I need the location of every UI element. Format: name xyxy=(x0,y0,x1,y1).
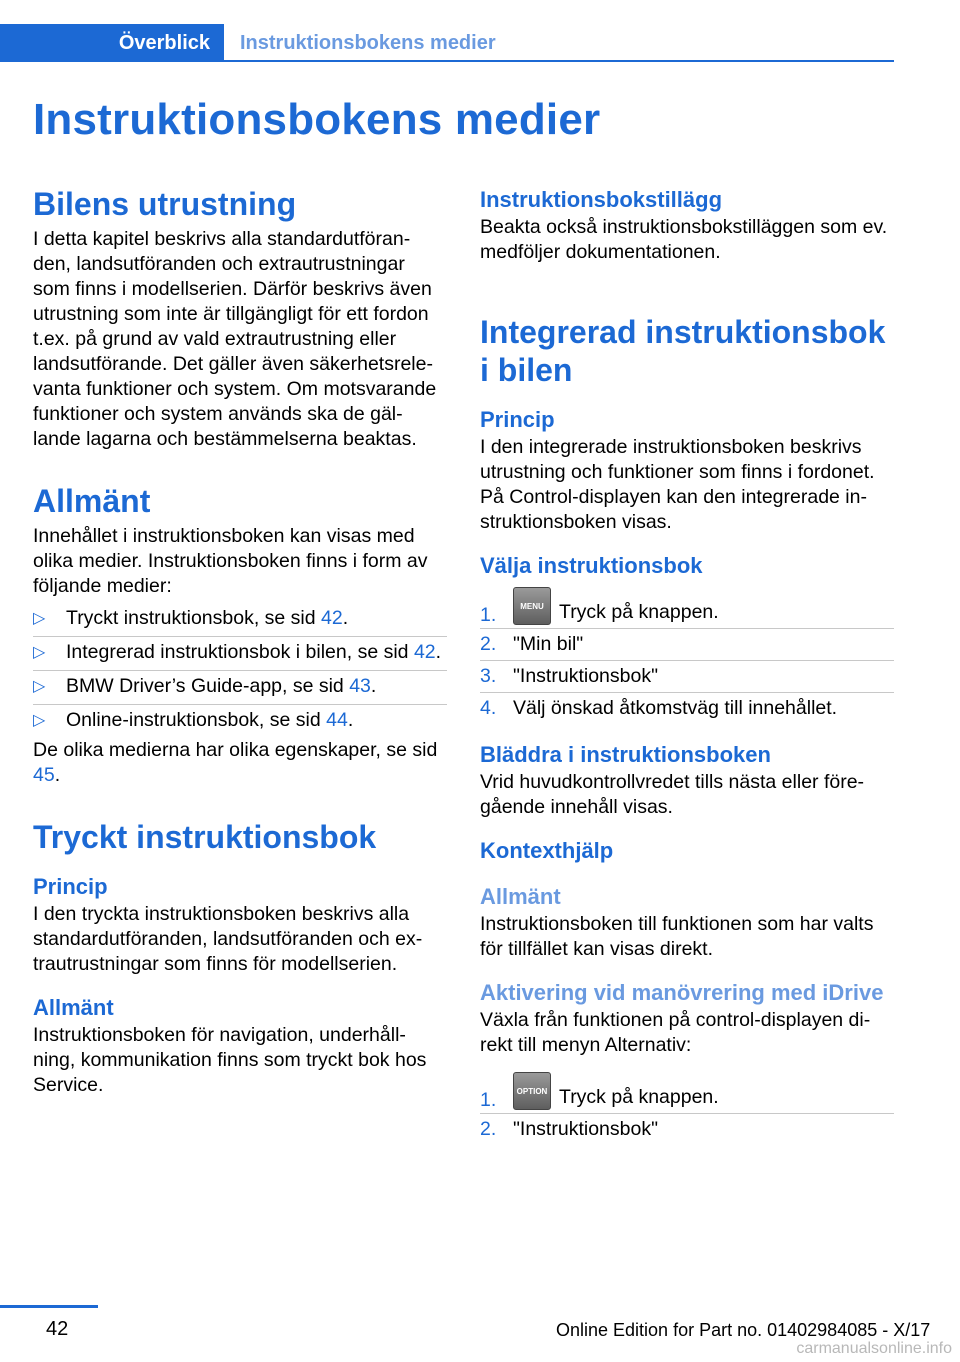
edition-text: Online Edition for Part no. 01402984085 - X/17 xyxy=(556,1320,931,1340)
step-text: "Instruktionsbok" xyxy=(513,1118,658,1140)
media-list xyxy=(33,603,447,738)
paragraph-allmant: Innehållet i instruktionsboken kan visas med olika medier. Instruktionsboken finns i form av följande medier: xyxy=(33,525,428,597)
subheading-aktivering-idrive: Aktivering vid manövrering med iDrive xyxy=(480,980,884,1005)
triangle-bullet-icon: ▷ xyxy=(33,644,46,661)
list-item xyxy=(480,1072,894,1114)
paragraph-tillagg: Beakta också instruktionsbokstilläggen som ev. medföljer dokumentationen. xyxy=(480,216,888,263)
step-number: 3. xyxy=(480,665,497,687)
step-number: 4. xyxy=(480,697,497,719)
triangle-bullet-icon: ▷ xyxy=(33,610,46,627)
triangle-bullet-icon: ▷ xyxy=(33,712,46,729)
list-item xyxy=(33,603,447,637)
heading-integrerad-instruktionsbok: Integrerad instruktionsbok i bilen xyxy=(480,314,886,388)
paragraph-aktivering: Växla från funktionen på control-displayen di-rekt till menyn Alternativ: xyxy=(480,1009,871,1056)
list-item xyxy=(480,629,894,661)
heading-tryckt-instruktionsbok: Tryckt instruktionsbok xyxy=(33,819,377,855)
paragraph-princip: I den tryckta instruktionsboken beskrivs alla standardutföranden, landsutföranden och ex-trautrustningar som finns för modellserien. xyxy=(33,903,423,975)
list-item-end: . xyxy=(342,607,349,629)
page-link[interactable]: 44 xyxy=(326,709,348,731)
subheading-instruktionsbokstillagg: Instruktionsbokstillägg xyxy=(480,187,723,212)
steps-valja xyxy=(480,587,894,724)
list-item-text: Online-instruktionsbok, se sid xyxy=(66,709,327,731)
step-text: Tryck på knappen. xyxy=(559,1086,719,1108)
header-bar xyxy=(0,24,894,62)
paragraph-text: De olika medierna har olika egenskaper, se sid xyxy=(33,739,438,761)
steps-aktivering xyxy=(480,1072,894,1145)
subheading-princip: Princip xyxy=(480,407,555,432)
footer-divider xyxy=(0,1305,98,1308)
page-link[interactable]: 43 xyxy=(349,675,371,697)
paragraph-kontext: Instruktionsboken till funktionen som har valts för tillfället kan visas direkt. xyxy=(480,913,874,960)
left-column xyxy=(33,185,447,1098)
heading-bilens-utrustning: Bilens utrustning xyxy=(33,186,297,222)
step-text: Välj önskad åtkomstväg till innehållet. xyxy=(513,697,838,719)
paragraph-bladdra: Vrid huvudkontrollvredet tills nästa eller före-gående innehåll visas. xyxy=(480,771,865,818)
list-item xyxy=(33,671,447,705)
menu-button-icon: MENU xyxy=(513,587,551,625)
page-link[interactable]: 42 xyxy=(413,641,436,663)
paragraph-allmant-tryckt: Instruktionsboken för navigation, underhåll-ning, kommunikation finns som tryckt bok hos Service. xyxy=(33,1024,427,1096)
list-item xyxy=(480,693,894,724)
step-number: 2. xyxy=(480,1118,497,1140)
list-item xyxy=(480,587,894,629)
step-number: 2. xyxy=(480,633,497,655)
list-item-text: BMW Driver’s Guide-app, se sid xyxy=(66,675,350,697)
header-divider xyxy=(224,60,894,62)
paragraph-princip-integrerad: I den integrerade instruktionsboken beskrivs utrustning och funktioner som finns i fordonet. På Control-displayen kan den integrerade in-struktionsboken visas. xyxy=(480,436,875,533)
subheading-kontexthjalp: Kontexthjälp xyxy=(480,838,614,863)
right-column xyxy=(480,185,894,1145)
paragraph-end: . xyxy=(54,764,61,786)
list-item-end: . xyxy=(370,675,377,697)
tab-overview[interactable]: Överblick xyxy=(0,24,224,62)
heading-allmant: Allmänt xyxy=(33,483,151,519)
step-text: "Instruktionsbok" xyxy=(513,665,658,687)
page-link[interactable]: 45 xyxy=(33,764,55,786)
list-item-end: . xyxy=(435,641,442,663)
step-text: "Min bil" xyxy=(513,633,584,655)
list-item xyxy=(480,661,894,693)
subheading-allmant: Allmänt xyxy=(33,995,114,1020)
option-button-icon: OPTION xyxy=(513,1072,551,1110)
subheading-valja-instruktionsbok: Välja instruktionsbok xyxy=(480,553,703,578)
step-number: 1. xyxy=(480,604,497,626)
page-link[interactable]: 42 xyxy=(321,607,343,629)
tab-section-name[interactable]: Instruktionsbokens medier xyxy=(240,32,496,54)
list-item-text: Integrerad instruktionsbok i bilen, se sid xyxy=(66,641,414,663)
watermark: carmanualsonline.info xyxy=(796,1340,952,1357)
page-number: 42 xyxy=(46,1318,69,1340)
list-item xyxy=(480,1114,894,1145)
subheading-bladdra: Bläddra i instruktionsboken xyxy=(480,742,771,767)
step-text: Tryck på knappen. xyxy=(559,601,719,623)
page-title: Instruktionsbokens medier xyxy=(33,95,601,144)
list-item xyxy=(33,705,447,738)
step-number: 1. xyxy=(480,1089,497,1111)
subheading-allmant-kontext: Allmänt xyxy=(480,884,561,909)
triangle-bullet-icon: ▷ xyxy=(33,678,46,695)
list-item-end: . xyxy=(347,709,354,731)
list-item xyxy=(33,637,447,671)
subheading-princip: Princip xyxy=(33,874,108,899)
paragraph-medier-egenskaper xyxy=(33,738,447,788)
paragraph-utrustning: I detta kapitel beskrivs alla standardutföran-den, landsutföranden och extrautrustningar som finns i modellserien. Därför beskrivs även utrustning som inte är tillgängligt för ett fordon t.ex. på grund av vald extrautrustning eller landsutförande. Det gäller även säkerhetsrele-vanta funktioner och system. Om motsvarande funktioner och system används ska de gäl-lande lagarna och bestämmelserna beaktas. xyxy=(33,228,437,450)
list-item-text: Tryckt instruktionsbok, se sid xyxy=(66,607,322,629)
